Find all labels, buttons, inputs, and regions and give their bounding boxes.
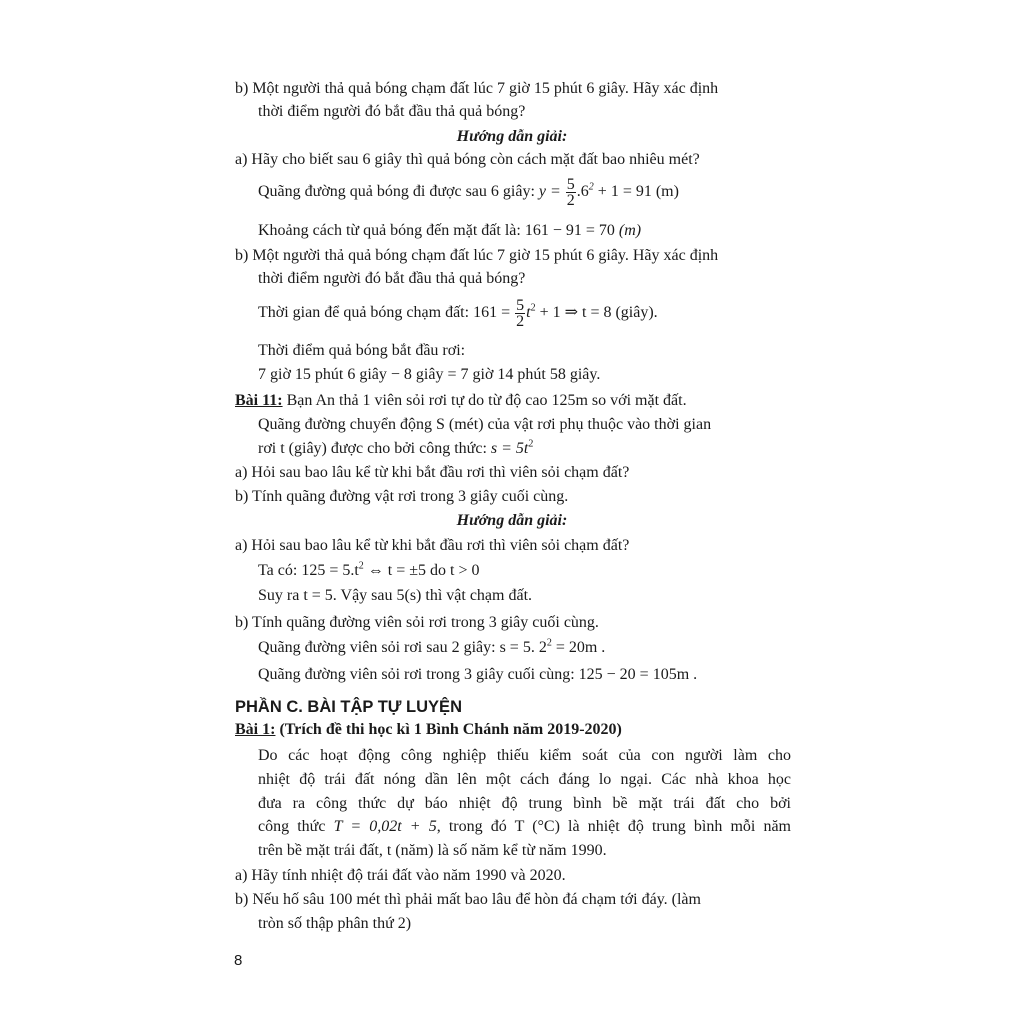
exercise-1-para-1: Do các hoạt động công nghiệp thiếu kiểm soát của con người làm cho	[258, 747, 791, 764]
distance-after-6s: Quãng đường quả bóng đi được sau 6 giây: y = $\frac{5}{2}$ $.6^2 + 1 = 91$ (m)	[258, 175, 679, 209]
exercise-11-line-2: Quãng đường chuyển động S (mét) của vật rơi phụ thuộc vào thời gian	[258, 416, 712, 433]
solution-a-step-2: Suy ra t = 5. Vậy sau 5(s) thì vật chạm đất.	[258, 587, 533, 604]
exercise-11-question-a: a) Hỏi sau bao lâu kể từ khi bắt đầu rơi thì viên sỏi chạm đất?	[235, 464, 630, 481]
question-b-line-2: thời điểm người đó bắt đầu thả quả bóng?	[258, 103, 526, 120]
exercise-1-para-3: đưa ra công thức dự báo nhiệt độ trung bình bề mặt trái đất cho bởi	[258, 795, 791, 812]
solution-b-step-1: Quãng đường viên sỏi rơi sau 2 giây: s = 5. $2^2 = 20m$ .	[258, 637, 606, 656]
solution-a-question: a) Hỏi sau bao lâu kể từ khi bắt đầu rơi thì viên sỏi chạm đất?	[235, 537, 630, 554]
exercise-11-label: Bài 11:	[235, 392, 283, 409]
solution-heading: Hướng dẫn giải:	[456, 128, 568, 145]
solution-b-question: b) Tính quãng đường viên sỏi rơi trong 3 giây cuối cùng.	[235, 614, 599, 631]
start-time-result: 7 giờ 15 phút 6 giây − 8 giây = 7 giờ 14 phút 58 giây.	[258, 366, 601, 383]
exercise-1-question-a: a) Hãy tính nhiệt độ trái đất vào năm 1990 và 2020.	[235, 867, 566, 884]
formula-t: 161 = $\frac{5}{2}$ $t^2 + 1$ ⇒ t = 8	[473, 296, 612, 330]
exercise-1-question-b-line-2: tròn số thập phân thứ 2)	[258, 915, 412, 932]
time-to-ground: Thời gian để quả bóng chạm đất: 161 = $\frac{5}{2}$ $t^2 + 1$ ⇒ t = 8 (giây).	[258, 296, 658, 330]
solution-a-step-1: Ta có: $125 = 5.t^2$ ⇔ t = ±5 do t > 0	[258, 560, 480, 579]
distance-to-ground: Khoảng cách từ quả bóng đến mặt đất là: 161 − 91 = 70 (m)	[258, 222, 642, 239]
fraction: $\frac{5}{2}$	[516, 296, 525, 330]
exercise-11-statement: Bài 11: Bạn An thả 1 viên sỏi rơi tự do từ độ cao 125m so với mặt đất.	[235, 392, 687, 409]
exercise-11-line-3: rơi t (giây) được cho bởi công thức: $s = 5t^2$	[258, 438, 534, 457]
formula-y: y = $\frac{5}{2}$ $.6^2 + 1 = 91$ (m)	[538, 175, 679, 209]
exercise-1-para-4: công thức T = 0,02t + 5, trong đó T (°C) là nhiệt độ trung bình mỗi năm	[258, 818, 791, 835]
exercise-1-title: Bài 1: (Trích đề thi học kì 1 Bình Chánh năm 2019-2020)	[235, 721, 622, 738]
page-number: 8	[234, 952, 243, 969]
fraction: $\frac{5}{2}$	[566, 175, 575, 209]
exercise-1-para-2: nhiệt độ trái đất nóng dần lên một cách đáng lo ngại. Các nhà khoa học	[258, 771, 791, 788]
exercise-11-question-b: b) Tính quãng đường vật rơi trong 3 giây cuối cùng.	[235, 488, 569, 505]
question-b-repeat-line-2: thời điểm người đó bắt đầu thả quả bóng?	[258, 270, 526, 287]
part-a-question: a) Hãy cho biết sau 6 giây thì quả bóng còn cách mặt đất bao nhiêu mét?	[235, 151, 700, 168]
question-b-line-1: b) Một người thả quả bóng chạm đất lúc 7 giờ 15 phút 6 giây. Hãy xác định	[235, 80, 719, 97]
solution-heading-2: Hướng dẫn giải:	[456, 512, 568, 529]
section-c-heading: PHẦN C. BÀI TẬP TỰ LUYỆN	[235, 698, 462, 716]
exercise-1-para-5: trên bề mặt trái đất, t (năm) là số năm kể từ năm 1990.	[258, 842, 607, 859]
exercise-1-question-b: b) Nếu hố sâu 100 mét thì phải mất bao lâu để hòn đá chạm tới đáy. (làm	[235, 891, 701, 908]
solution-b-step-2: Quãng đường viên sỏi rơi trong 3 giây cuối cùng: 125 − 20 = 105m .	[258, 666, 698, 683]
exercise-1-label: Bài 1:	[235, 721, 276, 738]
start-time-label: Thời điểm quả bóng bắt đầu rơi:	[258, 342, 466, 359]
question-b-repeat-line-1: b) Một người thả quả bóng chạm đất lúc 7 giờ 15 phút 6 giây. Hãy xác định	[235, 247, 719, 264]
